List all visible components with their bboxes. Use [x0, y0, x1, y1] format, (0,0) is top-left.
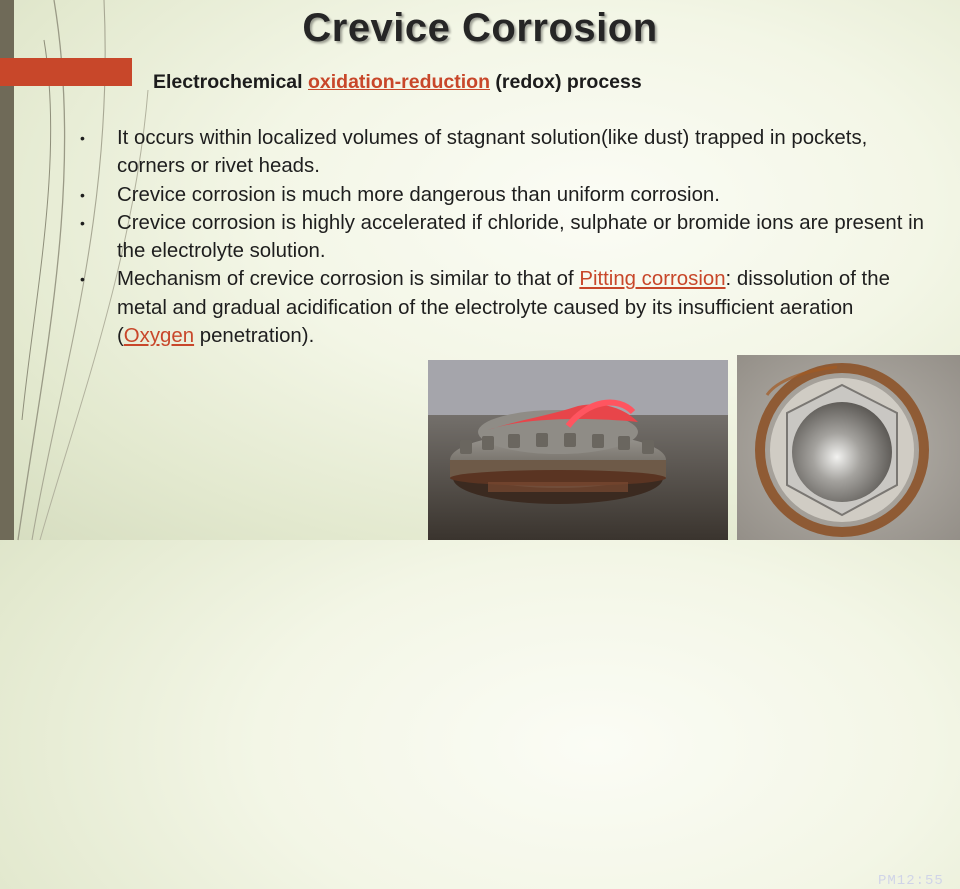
accent-tab — [0, 58, 132, 86]
oxidation-reduction-link[interactable]: oxidation-reduction — [308, 71, 490, 93]
bullet-dot: • — [80, 186, 85, 203]
bullet-text-mid: : dissolution of the metal and gradual acidification of the electrolyte caused by its insufficient aeration ( — [117, 268, 890, 348]
bullet-text-post: penetration). — [194, 325, 315, 348]
bullet-item — [78, 181, 928, 209]
bullet-text: It occurs within localized volumes of stagnant solution(like dust) trapped in pockets, corners or rivet heads. — [117, 127, 868, 178]
bullet-dot: • — [80, 130, 85, 146]
bolt-illustration — [737, 355, 960, 540]
slide-subtitle — [153, 71, 642, 94]
subtitle-text-pre: Electrochemical — [153, 71, 308, 93]
slide-title: Crevice Corrosion — [302, 6, 658, 50]
bolt-corrosion-photo — [737, 355, 960, 540]
flange-illustration — [428, 360, 728, 540]
bullet-text: Crevice corrosion is highly accelerated if chloride, sulphate or bromide ions are present in the electrolyte solution. — [117, 211, 924, 263]
bullet-item — [78, 124, 928, 181]
photo-timestamp: PM12:55 — [878, 873, 944, 889]
bullet-item — [78, 209, 928, 266]
flange-corrosion-photo — [428, 360, 944, 889]
bullet-text: Crevice corrosion is much more dangerous than uniform corrosion. — [117, 183, 720, 206]
bullet-text-pre: Mechanism of crevice corrosion is similar to that of — [117, 268, 580, 291]
subtitle-text-post: (redox) process — [490, 71, 642, 93]
pitting-corrosion-link[interactable]: Pitting corrosion — [579, 268, 726, 291]
bullet-list — [78, 124, 928, 350]
oxygen-link[interactable]: Oxygen — [123, 325, 195, 348]
bullet-dot: • — [80, 271, 85, 288]
bullet-dot: • — [80, 214, 85, 231]
bullet-item — [78, 265, 928, 350]
